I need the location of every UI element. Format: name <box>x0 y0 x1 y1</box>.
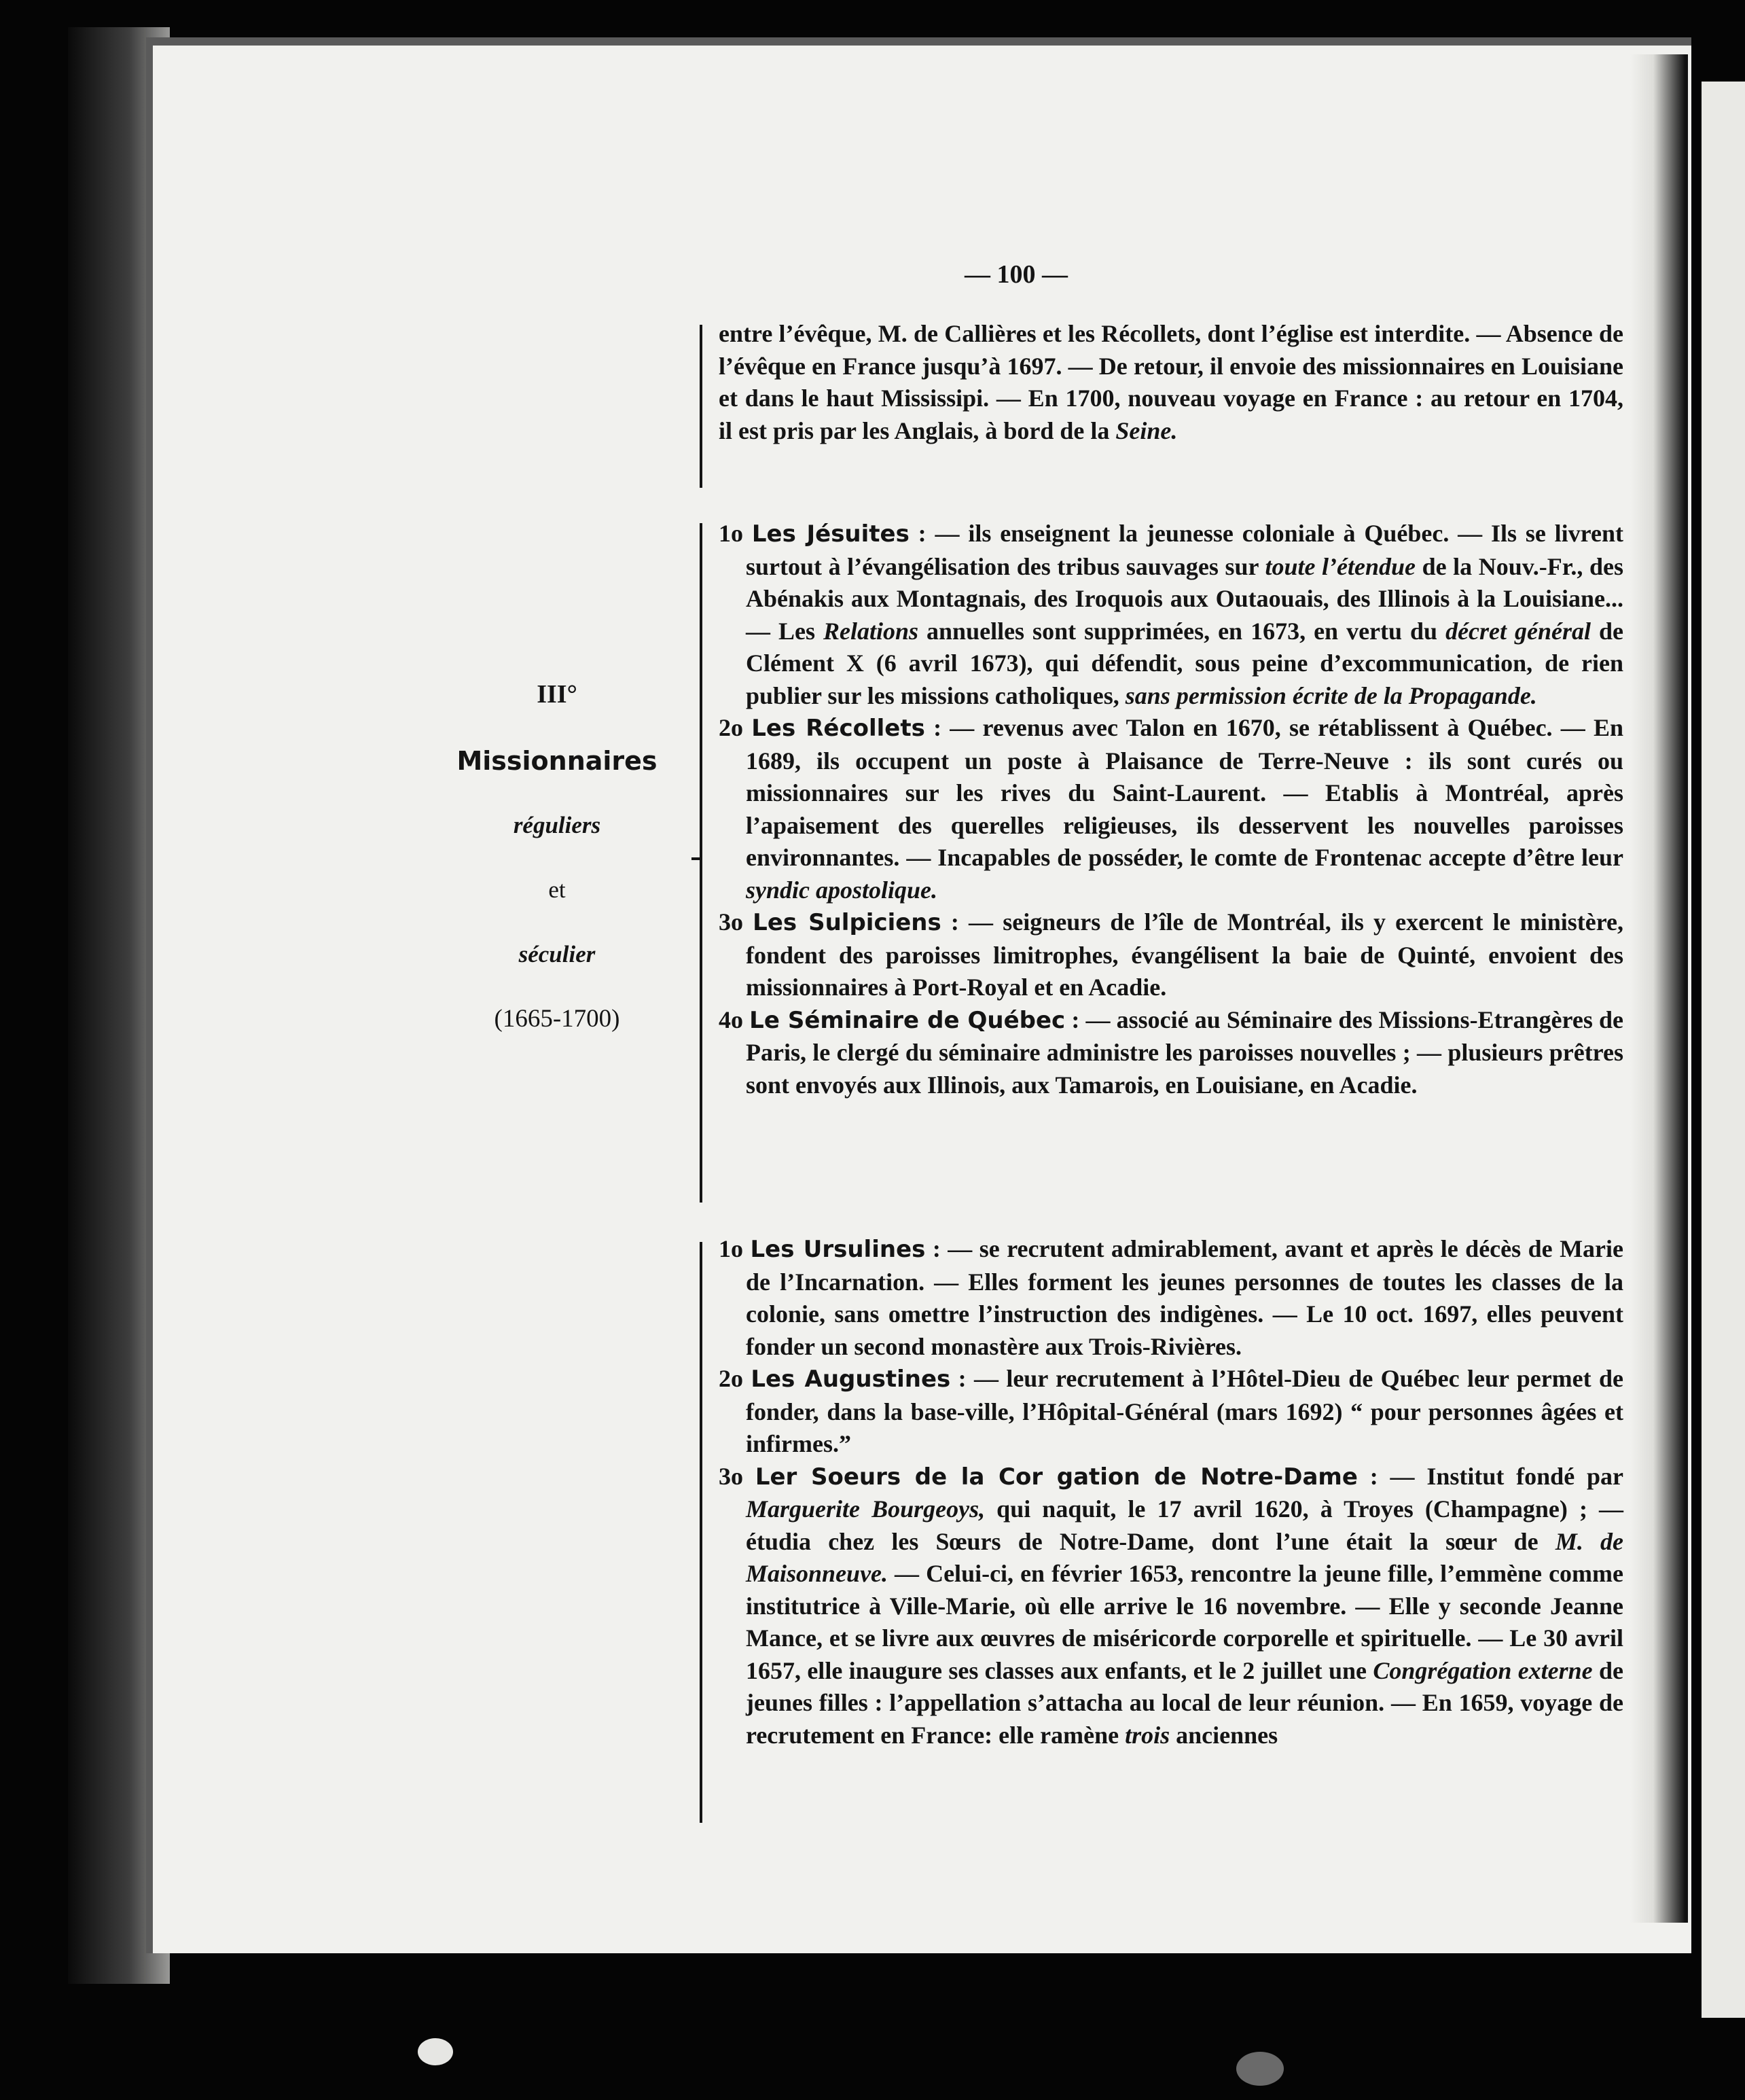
item-text: — Celui-ci, en février 1653, rencontre la jeune fille, l’emmène comme institutrice à Ville-Marie, où elle arrive le 16 novembre. — Elle y seconde Jeanne Mance, et se livre aux œuvres de miséricorde corporelle et spirituelle. — Le 30 avril 1657, elle inaugure ses classes aux enfants, et le 2 juillet une <box>746 1560 1623 1684</box>
item-heading: Les Jésuites <box>751 520 910 548</box>
item-text: : — se recrutent admirablement, avant et après le décès de Marie de l’Incarnation. — Elles forment les jeunes personnes de toutes les classes de la colonie, sans omettre l’instruction des indigènes. — Le 10 oct. 1697, elles peuvent fonder un second monastère aux Trois-Rivières. <box>746 1235 1624 1360</box>
item-text: de Clément X (6 avril 1673), qui défendit, sous peine d’excommunication, de rien publier sur les missions catholiques, <box>746 617 1624 709</box>
page-number: — 100 — <box>965 260 1068 289</box>
item-heading: Le Séminaire de Québec <box>749 1006 1066 1034</box>
page-gutter <box>1630 54 1688 1923</box>
religious-orders-list <box>719 518 1623 1101</box>
item-text: : — Institut fondé par <box>1357 1462 1623 1490</box>
item-heading: Les Augustines <box>751 1366 951 1393</box>
item-heading: Ler Soeurs de la Cor gation de Notre-Dame <box>755 1463 1358 1491</box>
item-number: 3o <box>719 908 743 936</box>
brace-line <box>700 523 702 1203</box>
sidebar-dates: (1665-1700) <box>494 1005 620 1033</box>
item-text: : — revenus avec Talon en 1670, se rétablissent à Québec. — En 1689, ils occupent un poste à Plaisance de Terre-Neuve : ils sont curés ou missionnaires sur les rives du Saint-Laurent. — Etablis à Montréal, après l’apaisement des querelles religieuses, ils desservent les nouvelles paroisses environnantes. — Incapables de posséder, le comte de Frontenac accepte d’être leur <box>746 714 1624 871</box>
item-heading: Les Ursulines <box>750 1236 926 1263</box>
list-item-ursulines <box>719 1233 1623 1363</box>
item-number: 2o <box>719 1365 743 1392</box>
item-emphasis: sans permission écrite de la Propagande. <box>1125 681 1537 709</box>
item-heading: Les Récollets <box>751 715 925 742</box>
item-text: annuelles sont supprimées, en 1673, en vertu du <box>918 617 1446 645</box>
facing-page-edge <box>1702 82 1745 2018</box>
scan-artifact <box>1236 2052 1284 2086</box>
sidebar-roman-numeral: III° <box>537 680 577 709</box>
item-text: qui naquit, le 17 avril 1620, à Troyes (Champagne) ; — étudia chez les Sœurs de Notre-Dame, dont l’une était la sœur de <box>746 1495 1624 1555</box>
list-item-congregation <box>719 1461 1623 1752</box>
list-item-augustines <box>719 1363 1623 1461</box>
item-number: 1o <box>719 520 743 547</box>
item-text: de jeunes filles : l’appellation s’attacha au local de leur réunion. — En 1659, voyage de recrutement en France: elle ramène <box>746 1656 1624 1749</box>
list-item-recollets <box>719 712 1623 906</box>
item-text: de la Nouv.-Fr., des Abénakis aux Montagnais, des Iroquois aux Outaouais, des Illinois à la Louisiane... — Les <box>746 552 1623 645</box>
ship-name: Seine. <box>1115 416 1178 444</box>
sidebar-line-et: et <box>548 876 566 903</box>
item-emphasis: Relations <box>823 617 919 645</box>
brace-line <box>700 1242 702 1823</box>
sidebar-line-reguliers: réguliers <box>513 812 601 838</box>
item-emphasis: toute l’étendue <box>1265 552 1416 580</box>
item-emphasis: Marguerite Bourgeoys, <box>746 1495 986 1523</box>
item-number: 3o <box>719 1462 743 1490</box>
item-emphasis: Congrégation externe <box>1373 1656 1593 1684</box>
item-number: 1o <box>719 1235 743 1262</box>
list-item-sulpiciens <box>719 906 1623 1004</box>
item-text: : — associé au Séminaire des Missions-Etrangères de Paris, le clergé du séminaire administre les paroisses nouvelles ; — plusieurs prêtres sont envoyés aux Illinois, aux Tamarois, en Louisiane, en Acadie. <box>746 1005 1623 1099</box>
item-text: anciennes <box>1170 1721 1278 1749</box>
scan-artifact <box>418 2038 453 2065</box>
brace-tip <box>691 857 702 860</box>
sidebar-title: Missionnaires <box>456 746 658 776</box>
item-heading: Les Sulpiciens <box>753 909 941 936</box>
item-emphasis: trois <box>1125 1721 1170 1749</box>
list-item-seminaire <box>719 1004 1623 1102</box>
item-number: 2o <box>719 714 743 741</box>
item-number: 4o <box>719 1005 743 1033</box>
item-text: : — ils enseignent la jeunesse coloniale à Québec. — Ils se livrent surtout à l’évangélisation des tribus sauvages sur <box>746 520 1624 580</box>
sidebar-line-seculier: séculier <box>518 941 596 967</box>
item-emphasis: M. de Maisonneuve. <box>746 1527 1624 1587</box>
list-item-jesuites <box>719 518 1623 712</box>
continuation-paragraph <box>719 318 1623 447</box>
paragraph-text: entre l’évêque, M. de Callières et les Récollets, dont l’église est interdite. — Absence de l’évêque en France jusqu’à 1697. — De retour, il envoie des missionnaires en Louisiane et dans le haut Mississipi. — En 1700, nouveau voyage en France : au retour en 1704, il est pris par les Anglais, à bord de la <box>719 320 1623 444</box>
female-orders-list <box>719 1233 1623 1751</box>
brace-line <box>700 325 702 488</box>
item-emphasis: syndic apostolique. <box>746 876 938 904</box>
item-text: : — seigneurs de l’île de Montréal, ils y exercent le ministère, fondent des paroisses limitrophes, évangélisent la baie de Quinté, envoient des missionnaires à Port-Royal et en Acadie. <box>746 908 1624 1001</box>
item-text: : — leur recrutement à l’Hôtel-Dieu de Québec leur permet de fonder, dans la base-ville, l’Hôpital-Général (mars 1692) “ pour personnes âgées et infirmes.” <box>746 1365 1623 1457</box>
item-emphasis: décret général <box>1445 617 1591 645</box>
